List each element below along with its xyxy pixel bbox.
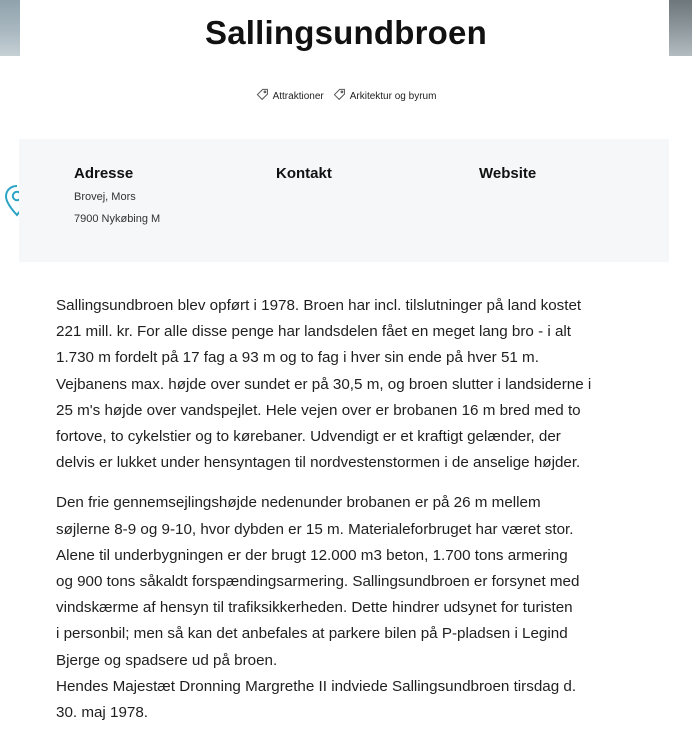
text-line: delvis er lukket under hensyntagen til nordvestenstormen i de anselige højder. [56, 454, 581, 472]
text-line: og 900 tons såkaldt forspændingsarmering. Sallingsundbroen er forsynet med [56, 573, 580, 591]
text-line: Sallingsundbroen blev opført i 1978. Broen har incl. tilslutninger på land kostet [56, 297, 582, 314]
tag-label: Arkitektur og byrum [349, 90, 437, 102]
text-line: 25 m's højde over vandspejlet. Hele vejen over er brobanen 16 m bred med to [56, 401, 581, 419]
text-line: i personbil; men så kan det anbefales at parkere bilen på P-pladsen i Legind [56, 625, 568, 643]
text-line: 221 mill. kr. For alle disse penge har landsdelen fået en meget lang bro - i alt [56, 323, 571, 341]
description-paragraph-1 [56, 293, 646, 476]
text-line: fortove, to cykelstier og to kørebaner. Udvendigt er et kraftigt gelænder, der [56, 428, 561, 446]
text-line: vindskærme af hensyn til trafiksikkerheden. Dette hindrer udsynet for turisten [56, 599, 573, 617]
text-line: Bjerge og spadsere ud på broen. [56, 651, 278, 669]
tag-attraktioner[interactable] [256, 88, 324, 104]
contact-section [276, 165, 332, 191]
text-line: Vejbanens max. højde over sundet er på 30,5 m, og broen slutter i landsiderne i [56, 375, 592, 393]
tag-icon [333, 88, 346, 104]
text-line: 30. maj 1978. [56, 704, 149, 722]
address-section [74, 165, 160, 235]
website-section [479, 165, 536, 191]
website-heading: Website [479, 165, 537, 182]
description-paragraph-2 [56, 490, 646, 726]
address-city: 7900 Nykøbing M [74, 213, 161, 225]
tag-list [0, 88, 692, 104]
text-line: 1.730 m fordelt på 17 fag a 93 m og to fag i hver sin ende på hver 51 m. [56, 349, 539, 367]
address-heading: Adresse [74, 165, 134, 182]
contact-heading: Kontakt [276, 165, 332, 182]
description [56, 293, 646, 726]
text-line: Alene til underbygningen er der brugt 12.000 m3 beton, 1.700 tons armering [56, 546, 568, 564]
text-line: Den frie gennemsejlingshøjde nedenunder brobanen er på 26 m mellem [56, 494, 541, 512]
text-line: søjlerne 8-9 og 9-10, hvor dybden er 15 m. Materialeforbruget har været stor. [56, 520, 574, 538]
tag-label: Attraktioner [272, 90, 324, 102]
address-street: Brovej, Mors [74, 191, 136, 203]
info-box [19, 139, 669, 262]
page-title: Sallingsundbroen [205, 14, 487, 51]
tag-icon [256, 88, 269, 104]
text-line: Hendes Majestæt Dronning Margrethe II indviede Sallingsundbroen tirsdag d. [56, 677, 577, 695]
tag-arkitektur-og-byrum[interactable] [333, 88, 437, 104]
